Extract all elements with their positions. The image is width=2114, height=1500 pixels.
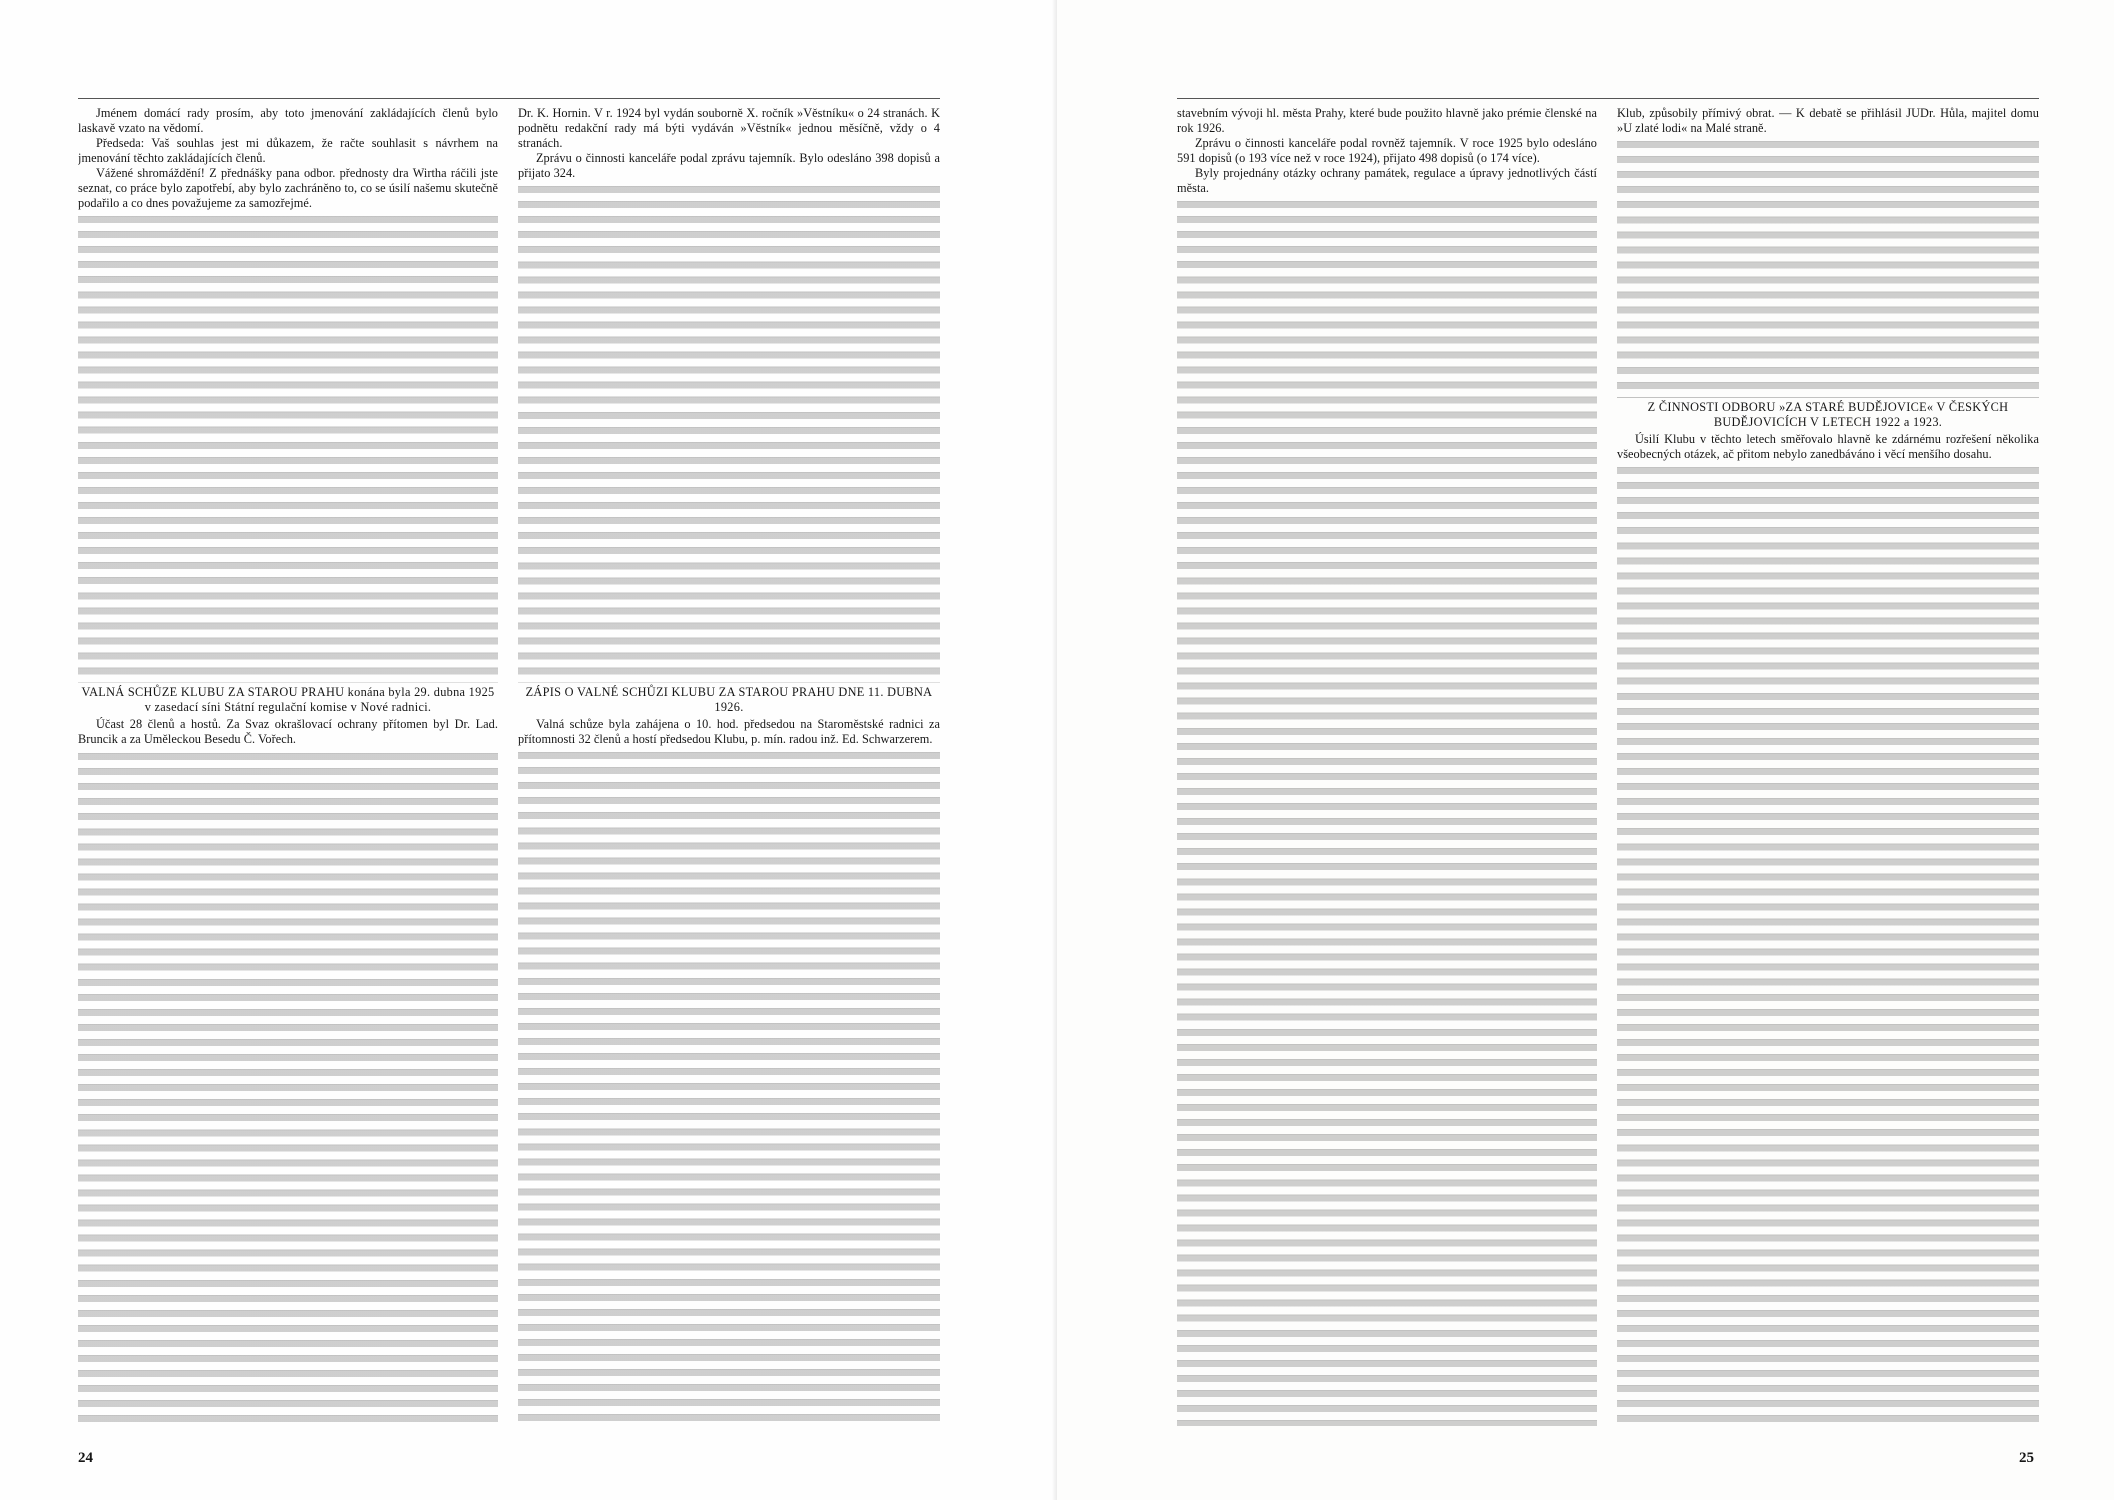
- paragraph: Jménem domácí rady prosím, aby toto jmenování zakládajících členů bylo laskavě vzato na vědomí.: [78, 106, 498, 136]
- paragraph: Klub, způsobily přímivý obrat. — K debatě se přihlásil JUDr. Hůla, majitel domu »U zlaté lodi« na Malé straně.: [1617, 106, 2039, 136]
- body-text-block: [518, 749, 940, 1426]
- section-heading: VALNÁ SCHŮZE KLUBU ZA STAROU PRAHU konána byla 29. dubna 1925 v zasedací síni Státní regulační komise v Nové radnici.: [81, 685, 495, 715]
- right-page: [1057, 0, 2114, 1500]
- paragraph: Zprávu o činnosti kanceláře podal rovněž tajemník. V roce 1925 bylo odesláno 591 dopisů (o 193 více než v roce 1924), přijato 498 dopisů (o 174 více).: [1177, 136, 1597, 166]
- paragraph: Účast 28 členů a hostů. Za Svaz okrašlovací ochrany přítomen byl Dr. Lad. Bruncik a za Uměleckou Besedu Č. Vořech.: [78, 717, 498, 747]
- body-text-block: [518, 183, 940, 683]
- paragraph: Zprávu o činnosti kanceláře podal zprávu tajemník. Bylo odesláno 398 dopisů a přijato 324.: [518, 151, 940, 181]
- paragraph: stavebním vývoji hl. města Prahy, které bude použito hlavně jako prémie členské na rok 1926.: [1177, 106, 1597, 136]
- paragraph: Úsilí Klubu v těchto letech směřovalo hlavně ke zdárnému rozřešení několika všeobecných otázek, ač přitom nebylo zanedbáváno i věcí menšího dosahu.: [1617, 432, 2039, 462]
- paragraph: Valná schůze byla zahájena o 10. hod. předsedou na Staroměstské radnici za přítomnosti 32 členů a hostí předsedou Klubu, p. mín. radou inž. Ed. Schwarzerem.: [518, 717, 940, 747]
- top-rule: [1177, 98, 2039, 99]
- section-heading: Z ČINNOSTI ODBORU »ZA STARÉ BUDĚJOVICE« V ČESKÝCH BUDĚJOVICÍCH V LETECH 1922 a 1923.: [1647, 400, 2009, 430]
- body-text-block: [1617, 464, 2039, 1426]
- right-page-column-2: [1617, 106, 2039, 1426]
- page-number: 24: [78, 1450, 93, 1466]
- page-number: 25: [2019, 1450, 2034, 1466]
- paragraph: Předseda: Vaš souhlas jest mi důkazem, že račte souhlasit s návrhem na jmenování těchto zakládajících členů.: [78, 136, 498, 166]
- body-text-block: [1177, 198, 1597, 1426]
- top-rule: [78, 98, 940, 99]
- left-page-column-2: [518, 106, 940, 1426]
- right-page-column-1: [1177, 106, 1597, 1426]
- body-text-block: [78, 213, 498, 683]
- body-text-block: [78, 750, 498, 1426]
- paragraph: Dr. K. Hornin. V r. 1924 byl vydán souborně X. ročník »Věstníku« o 24 stranách. K podnětu redakční rady má býti vydáván »Věstník« jednou měsíčně, vždy o 4 stranách.: [518, 106, 940, 151]
- left-page-column-1: [78, 106, 498, 1426]
- paragraph: Byly projednány otázky ochrany památek, regulace a úpravy jednotlivých částí města.: [1177, 166, 1597, 196]
- paragraph: Vážené shromáždění! Z přednášky pana odbor. přednosty dra Wirtha ráčili jste seznat, co práce bylo zapotřebí, aby bylo zachráněno to, co se úsilí našemu skutečně podařilo a co dnes považujeme za samozřejmé.: [78, 166, 498, 211]
- section-heading: ZÁPIS O VALNÉ SCHŮZI KLUBU ZA STAROU PRAHU DNE 11. DUBNA 1926.: [525, 685, 933, 715]
- body-text-block: [1617, 138, 2039, 398]
